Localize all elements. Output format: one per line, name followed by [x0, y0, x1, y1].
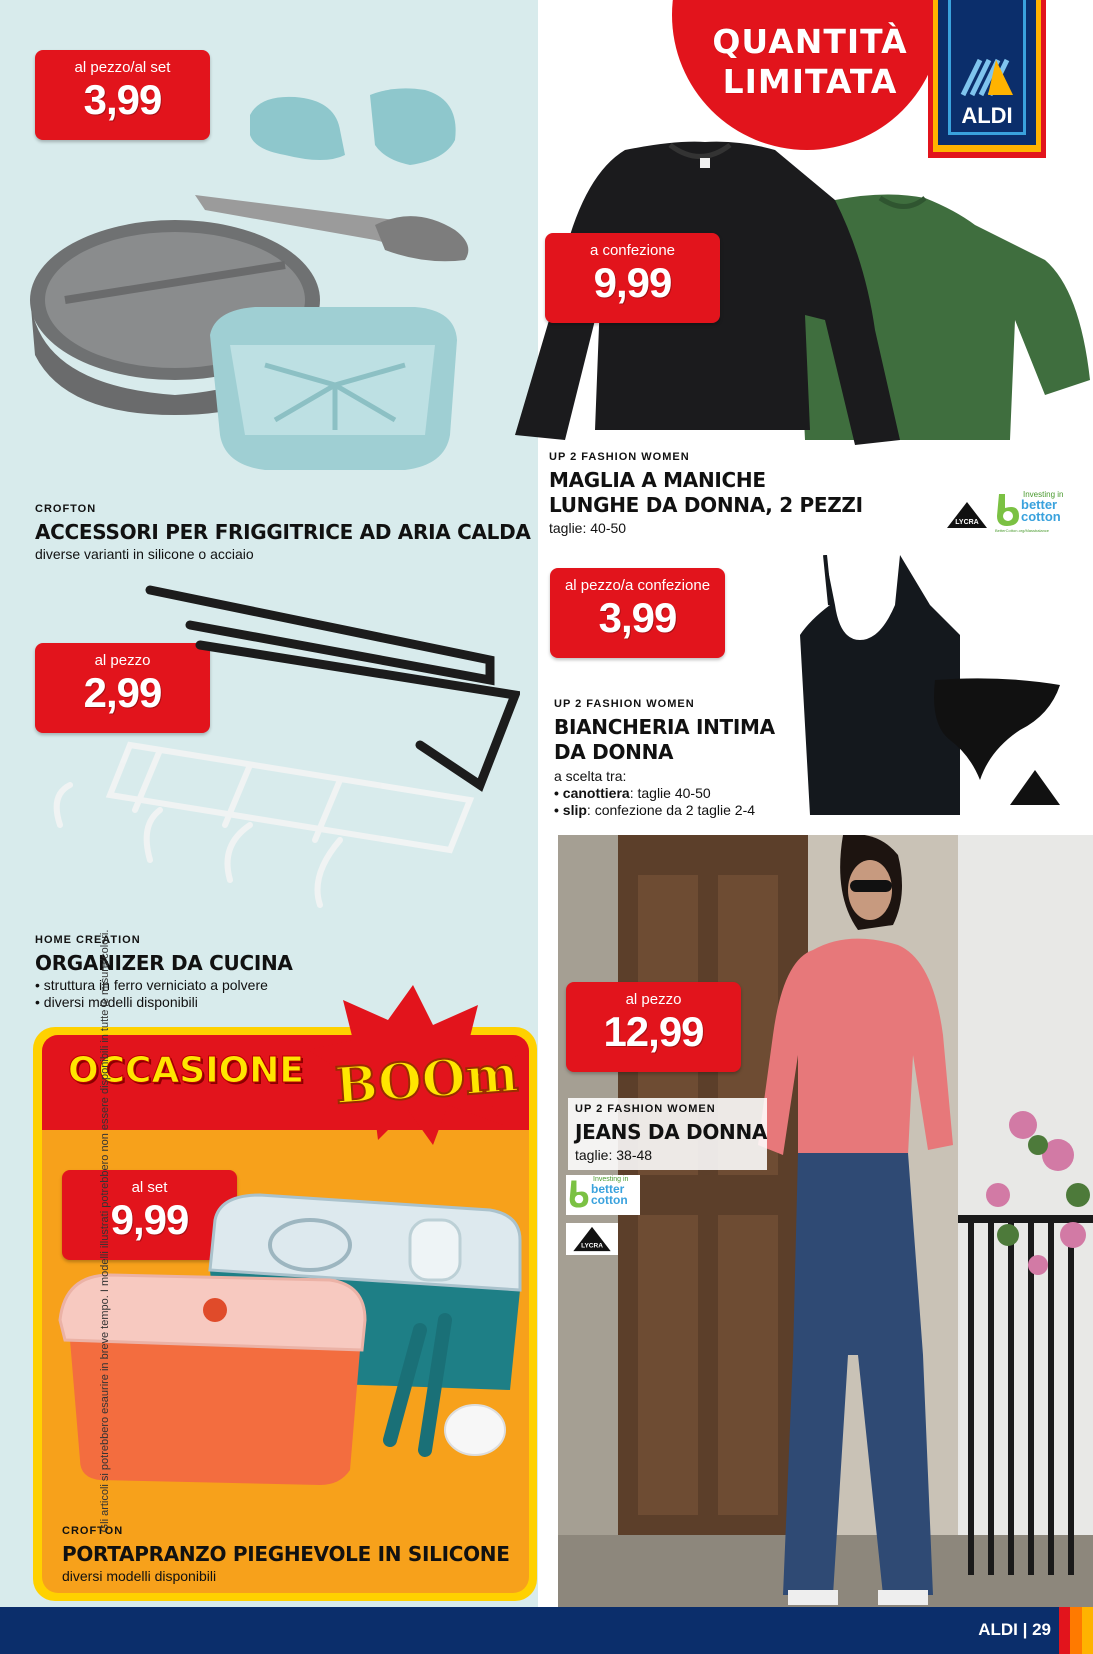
price-label: al pezzo/a confezione — [564, 577, 711, 594]
better-cotton-icon — [995, 494, 1021, 526]
better-cotton-badge-jeans — [566, 1175, 640, 1215]
aldi-logo-text: ALDI — [961, 103, 1013, 128]
option-detail: : confezione da 2 taglie 2-4 — [586, 802, 756, 818]
aldi-logo-icon — [928, 0, 1046, 158]
price-label: a confezione — [589, 242, 676, 259]
footer-color-stripes — [1059, 1607, 1093, 1654]
brand-organizer: HOME CREATION — [35, 934, 141, 946]
brand-airfryer: CROFTON — [35, 503, 97, 515]
brand-sweater: UP 2 FASHION WOMEN — [549, 451, 690, 463]
bullet-organizer-1: • struttura in ferro verniciato a polvere — [35, 977, 268, 993]
option-detail: : taglie 40-50 — [629, 785, 711, 801]
jeans-model-photo — [558, 835, 1093, 1607]
price-value: 9,99 — [593, 259, 672, 306]
desc-airfryer: diverse varianti in silicone o acciaio — [35, 546, 254, 562]
title-underwear-line1: BIANCHERIA INTIMA — [554, 715, 775, 739]
better-cotton-top: Investing in — [593, 1176, 629, 1183]
limited-line-2: LIMITATA — [722, 62, 898, 101]
underwear-option-1 — [554, 785, 711, 802]
limited-quantity-text — [690, 22, 930, 102]
title-organizer: ORGANIZER DA CUCINA — [35, 951, 293, 975]
price-value: 3,99 — [598, 594, 677, 641]
lycra-badge-icon — [570, 1225, 614, 1253]
better-cotton-badge — [995, 490, 1070, 535]
price-value: 3,99 — [83, 76, 162, 123]
title-airfryer: ACCESSORI PER FRIGGITRICE AD ARIA CALDA — [35, 520, 531, 544]
option-name: • slip — [554, 802, 587, 818]
svg-text:LYCRA: LYCRA — [955, 519, 979, 526]
better-cotton-url: BetterCotton.org/Massbalance — [995, 528, 1050, 533]
brand-jeans: UP 2 FASHION WOMEN — [575, 1103, 716, 1115]
price-tag-jeans — [566, 982, 741, 1072]
title-sweater-line2: LUNGHE DA DONNA, 2 PEZZI — [549, 493, 863, 517]
better-cotton-top: Investing in — [1023, 490, 1064, 499]
lycra-badge-jeans — [566, 1223, 618, 1255]
price-label: al pezzo — [94, 652, 151, 669]
underwear-image — [780, 555, 1070, 815]
better-cotton-main: better cotton — [591, 1182, 628, 1207]
bullet-organizer-2: • diversi modelli disponibili — [35, 994, 198, 1010]
price-label: al set — [131, 1179, 168, 1196]
better-cotton-icon — [568, 1179, 590, 1209]
page-number: ALDI | 29 — [978, 1620, 1051, 1639]
desc-jeans: taglie: 38-48 — [575, 1147, 653, 1163]
kitchen-organizer-image — [50, 585, 520, 945]
desc-lunchbox: diversi modelli disponibili — [62, 1568, 217, 1584]
title-underwear-line2: DA DONNA — [554, 740, 674, 764]
underwear-option-2 — [554, 802, 755, 819]
brand-lunchbox: CROFTON — [62, 1525, 124, 1537]
airfryer-accessories-image — [25, 85, 505, 495]
footer-bar — [0, 1607, 1093, 1654]
better-cotton-main: better cotton — [1021, 497, 1061, 524]
side-disclaimer: Gli articoli si potrebbero esaurire in breve tempo. I modelli illustrati potrebbero non essere disponibili in tutte le misure/colori. — [99, 929, 111, 1533]
price-tag-underwear — [550, 568, 725, 658]
boom-word: BOOm — [333, 1043, 521, 1116]
price-value: 9,99 — [110, 1196, 189, 1243]
title-lunchbox: PORTAPRANZO PIEGHEVOLE IN SILICONE — [62, 1542, 510, 1566]
price-label: al pezzo — [625, 991, 682, 1008]
title-sweater-line1: MAGLIA A MANICHE — [549, 468, 766, 492]
brand-underwear: UP 2 FASHION WOMEN — [554, 698, 695, 710]
price-value: 12,99 — [603, 1008, 704, 1055]
underwear-intro: a scelta tra: — [554, 768, 627, 784]
title-jeans: JEANS DA DONNA — [575, 1120, 768, 1144]
option-name: • canottiera — [554, 785, 630, 801]
lycra-badge-icon — [945, 500, 989, 530]
price-value: 2,99 — [83, 669, 162, 716]
price-tag-sweater — [545, 233, 720, 323]
occasione-word: OCCASIONE — [68, 1050, 304, 1091]
lunchbox-image — [50, 1180, 530, 1510]
svg-text:LYCRA: LYCRA — [581, 1242, 603, 1250]
desc-sweater: taglie: 40-50 — [549, 520, 627, 536]
price-label: al pezzo/al set — [74, 59, 171, 76]
limited-line-1: QUANTITÀ — [712, 22, 908, 61]
